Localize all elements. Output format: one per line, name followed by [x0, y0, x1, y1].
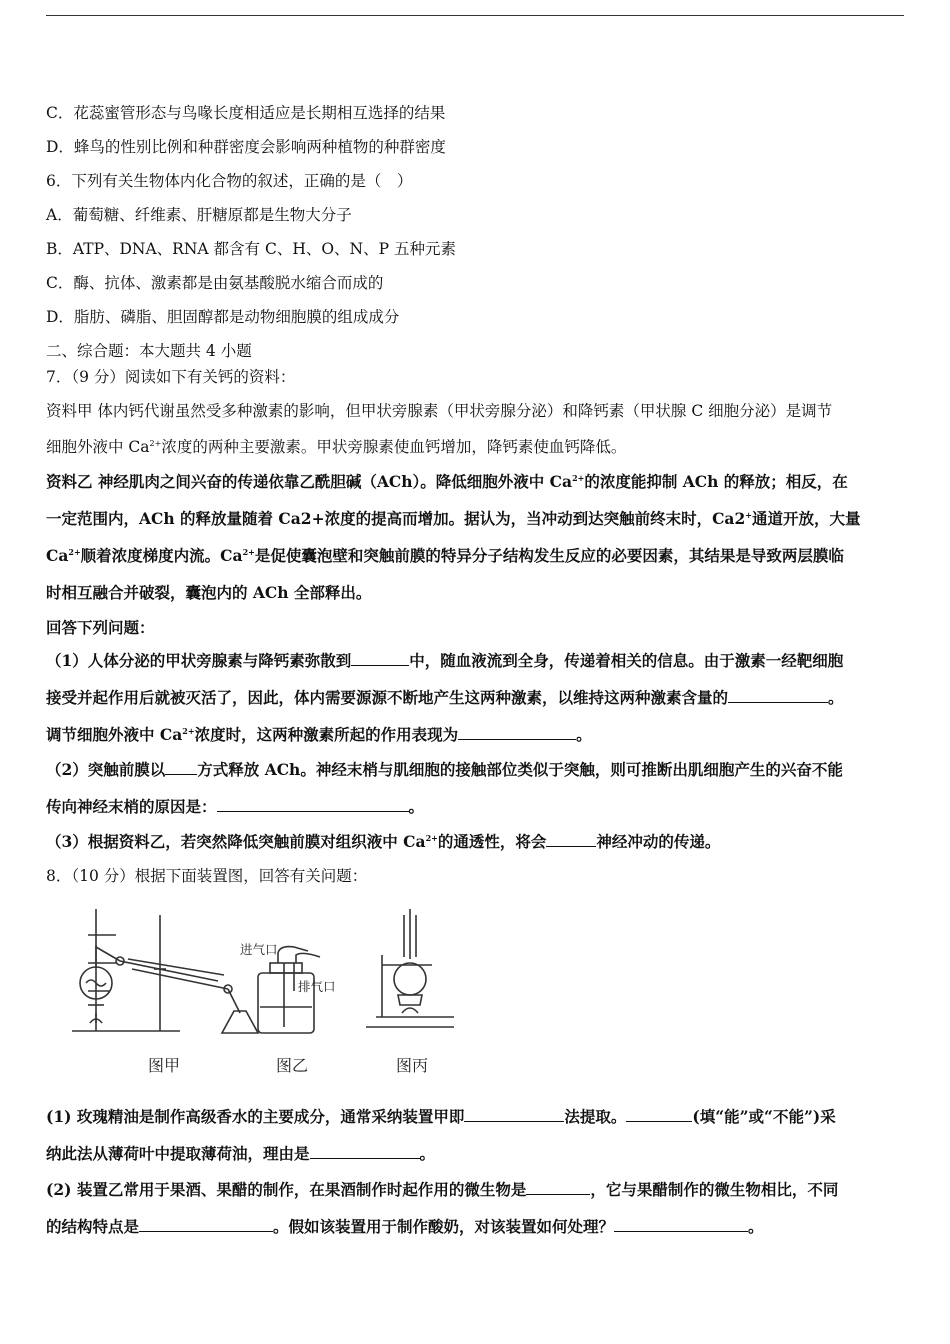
- apparatus-figure: [58, 895, 468, 1085]
- q7-part2-line1: （2）突触前膜以 方式释放 ACh。神经末梢与肌细胞的接触部位类似于突触，则可推断出肌细胞产生的兴奋不能: [46, 760, 843, 779]
- answer-blank[interactable]: [464, 1107, 564, 1122]
- q6-option-a: A．葡萄糖、纤维素、肝糖原都是生物大分子: [46, 206, 352, 224]
- q6-stem: 6．下列有关生物体内化合物的叙述，正确的是（ ）: [46, 172, 413, 190]
- q7-answer-prompt: 回答下列问题：: [46, 618, 155, 637]
- inlet-label: 进气口: [240, 942, 278, 957]
- figure-caption-jia: 图甲: [148, 1056, 181, 1075]
- q6-option-c: C．酶、抗体、激素都是由氨基酸脱水缩合而成的: [46, 274, 384, 292]
- q7-part1-line2: 接受并起作用后就被灭活了，因此，体内需要源源不断地产生这两种激素，以维持这两种激素含量的 。: [46, 688, 844, 707]
- q8-part2-line2: 的结构特点是 。假如该装置用于制作酸奶，对该装置如何处理？ 。: [46, 1217, 764, 1236]
- q8-stem: 8．（10 分）根据下面装置图，回答有关问题：: [46, 867, 368, 885]
- answer-blank[interactable]: [526, 1180, 590, 1195]
- answer-blank[interactable]: [139, 1217, 273, 1232]
- q8-part1-line1: (1) 玫瑰精油是制作高级香水的主要成分，通常采纳装置甲即 法提取。 (填“能”或“不能”)采: [46, 1107, 836, 1126]
- q7-material-yi-line3: $Ca^{2+}$顺着浓度梯度内流。$Ca^{2+}$是促使囊泡壁和突触前膜的特异分子结构发生反应的必要因素，其结果是导致两层膜临: [46, 546, 844, 565]
- header-rule: [46, 15, 904, 16]
- q7-part1-line1: （1）人体分泌的甲状旁腺素与降钙素弥散到 中，随血液流到全身，传递着相关的信息。由于激素一经靶细胞: [46, 651, 844, 670]
- q6-option-d: D．脂肪、磷脂、胆固醇都是动物细胞膜的组成成分: [46, 308, 400, 326]
- answer-blank[interactable]: [165, 760, 197, 775]
- q5-option-d: D．蜂鸟的性别比例和种群密度会影响两种植物的种群密度: [46, 138, 446, 156]
- q7-part1-line3: 调节细胞外液中 $Ca^{2+}$浓度时，这两种激素所起的作用表现为 。: [46, 725, 592, 744]
- q7-material-yi-line4: 时相互融合并破裂，囊泡内的 ACh 全部释出。: [46, 583, 372, 602]
- q5-option-c: C．花蕊蜜管形态与鸟喙长度相适应是长期相互选择的结果: [46, 104, 446, 122]
- answer-blank[interactable]: [351, 651, 409, 666]
- q7-stem: 7．（9 分）阅读如下有关钙的资料：: [46, 368, 296, 386]
- q6-option-b: B．ATP、DNA、RNA 都含有 C、H、O、N、P 五种元素: [46, 240, 456, 258]
- answer-blank[interactable]: [728, 688, 828, 703]
- q7-material-yi-line2: 一定范围内，ACh 的释放量随着 Ca2+浓度的提高而增加。据认为，当冲动到达突触前终末时，Ca2+通道开放，大量: [46, 509, 861, 528]
- answer-blank[interactable]: [310, 1144, 420, 1159]
- q7-material-jia-line2: 细胞外液中 $Ca^{2+}$浓度的两种主要激素。甲状旁腺素使血钙增加，降钙素使血钙降低。: [46, 438, 627, 456]
- answer-blank[interactable]: [614, 1217, 748, 1232]
- answer-blank[interactable]: [217, 797, 409, 812]
- outlet-label: 排气口: [298, 979, 336, 994]
- answer-blank[interactable]: [546, 832, 596, 847]
- q7-part2-line2: 传向神经末梢的原因是： 。: [46, 797, 425, 816]
- figure-caption-yi: 图乙: [276, 1056, 309, 1075]
- figure-caption-bing: 图丙: [396, 1056, 429, 1075]
- q8-part1-line2: 纳此法从薄荷叶中提取薄荷油，理由是 。: [46, 1144, 436, 1163]
- answer-blank[interactable]: [458, 725, 576, 740]
- section-heading: 二、综合题：本大题共 4 小题: [46, 342, 252, 360]
- q7-part3: （3）根据资料乙，若突然降低突触前膜对组织液中 $Ca^{2+}$的通透性，将会 神经冲动的传递。: [46, 832, 721, 851]
- q7-material-yi-line1: 资料乙 神经肌肉之间兴奋的传递依靠乙酰胆碱（ACh）。降低细胞外液中 $Ca^{2+}$的浓度能抑制 ACh 的释放；相反，在: [46, 472, 848, 491]
- q8-part2-line1: (2) 装置乙常用于果酒、果醋的制作，在果酒制作时起作用的微生物是 ，它与果醋制作的微生物相比，不同: [46, 1180, 839, 1199]
- answer-blank[interactable]: [626, 1107, 692, 1122]
- q7-material-jia-line1: 资料甲 体内钙代谢虽然受多种激素的影响，但甲状旁腺素（甲状旁腺分泌）和降钙素（甲状腺 C 细胞分泌）是调节: [46, 402, 833, 420]
